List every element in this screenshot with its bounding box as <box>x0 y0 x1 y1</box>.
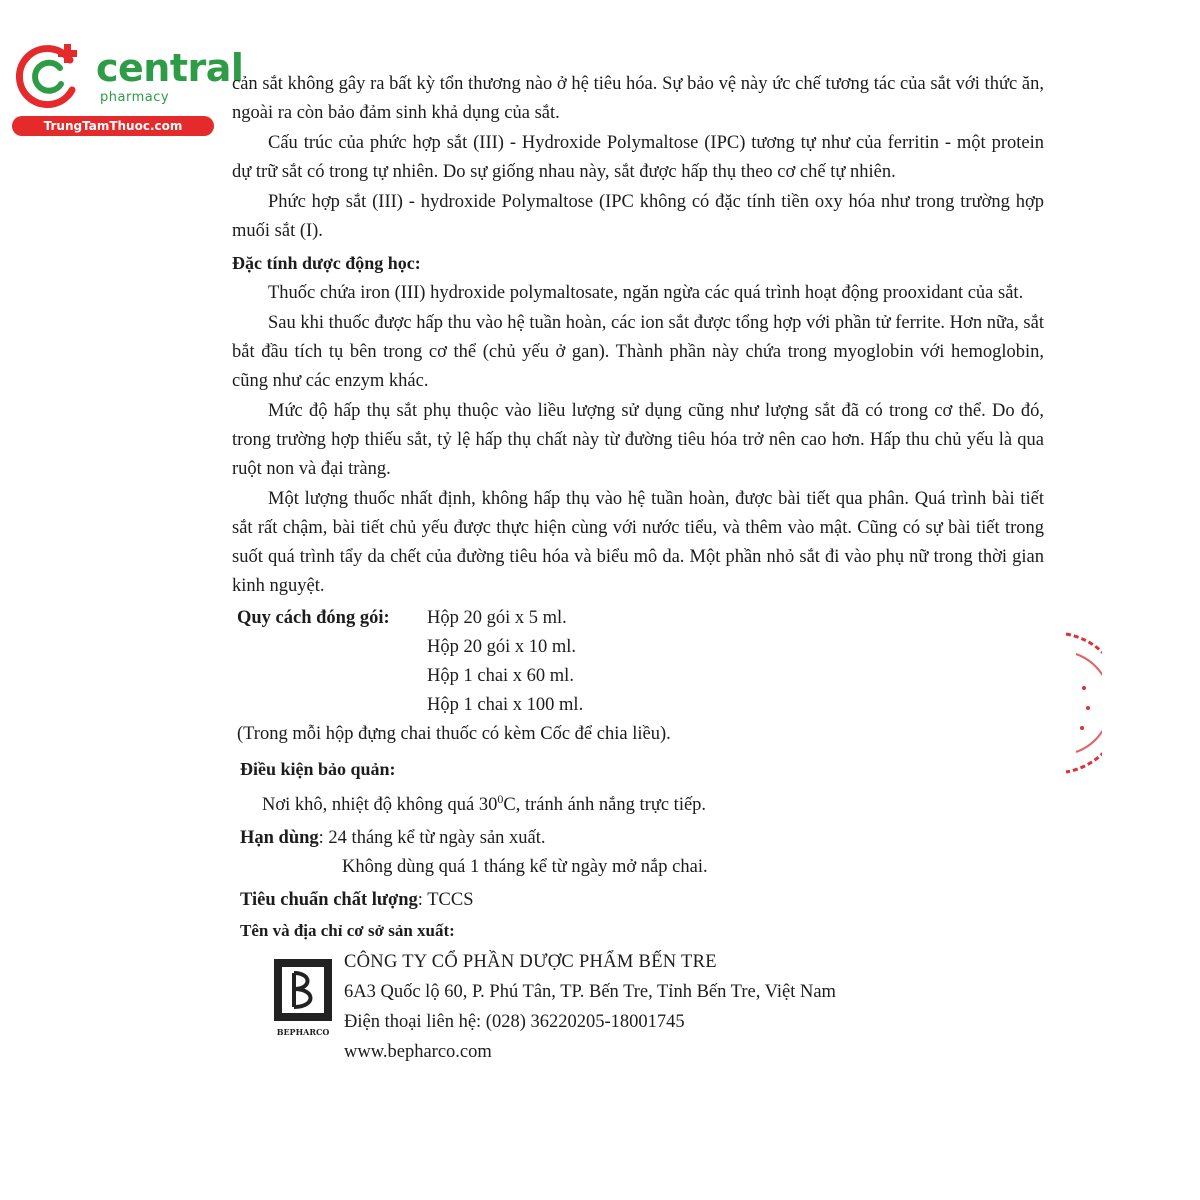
storage-text <box>262 785 1044 820</box>
packaging-item: Hộp 1 chai x 60 ml. <box>427 666 574 686</box>
paragraph: cản sắt không gây ra bất kỳ tổn thương nào ở hệ tiêu hóa. Sự bảo vệ này ức chế tương tác của sắt với thức ăn, ngoài ra còn bảo đảm sinh khả dụng của sắt. <box>232 74 1044 123</box>
brand-name: central <box>96 46 244 90</box>
quality-label: Tiêu chuẩn chất lượng <box>240 890 418 911</box>
paragraph: Mức độ hấp thụ sắt phụ thuộc vào liều lượng sử dụng cũng như lượng sắt đã có trong cơ thể. Do đó, trong trường hợp thiếu sắt, tỷ lệ hấp thụ chất này từ đường tiêu hóa trở nên cao hơn. Hấp thu chủ yếu là qua ruột non và đại tràng. <box>232 401 1044 479</box>
paragraph: Cấu trúc của phức hợp sắt (III) - Hydroxide Polymaltose (IPC) tương tự như của ferritin - một protein dự trữ sắt có trong tự nhiên. Do sự giống nhau này, sắt được hấp thụ theo cơ chế tự nhiên. <box>232 133 1044 182</box>
manufacturer-phone: Điện thoại liên hệ: (028) 36220205-18001745 <box>344 1012 685 1033</box>
packaging-note: (Trong mỗi hộp đựng chai thuốc có kèm Cốc để chia liều). <box>237 724 671 744</box>
quality-row <box>240 886 1044 915</box>
shelf-life-label: Hạn dùng <box>240 828 319 849</box>
manufacturer-address: 6A3 Quốc lộ 60, P. Phú Tân, TP. Bến Tre, Tỉnh Bến Tre, Việt Nam <box>344 982 836 1003</box>
paragraph: Phức hợp sắt (III) - hydroxide Polymaltose (IPC không có đặc tính tiền oxy hóa như trong trường hợp muối sắt (I). <box>232 192 1044 241</box>
storage-label: Điều kiện bảo quản: <box>240 759 396 779</box>
packaging-item: Hộp 1 chai x 100 ml. <box>427 695 584 715</box>
packaging-item: Hộp 20 gói x 10 ml. <box>427 637 577 657</box>
manufacturer-name: CÔNG TY CỔ PHẦN DƯỢC PHẨM BẾN TRE <box>344 952 717 973</box>
packaging-label: Quy cách đóng gói: <box>237 608 390 628</box>
storage-text-after: C, tránh ánh nắng trực tiếp. <box>503 795 707 816</box>
document-body <box>232 70 1044 1063</box>
shelf-life-line1: : 24 tháng kể từ ngày sản xuất. <box>318 828 546 849</box>
manufacturer-label: Tên và địa chỉ cơ sở sản xuất: <box>240 921 455 941</box>
packaging-list <box>427 604 583 720</box>
shelf-life-line2: Không dùng quá 1 tháng kể từ ngày mở nắp chai. <box>342 857 708 878</box>
degree-superscript: 0 <box>497 792 504 806</box>
brand-url: TrungTamThuoc.com <box>12 116 214 136</box>
manufacturer-block <box>232 947 1044 1063</box>
manufacturer-details <box>344 947 836 1067</box>
bepharco-logo-text: BEPHARCO <box>276 1027 330 1038</box>
brand-subtitle: pharmacy <box>100 90 170 105</box>
paragraph: Sau khi thuốc được hấp thu vào hệ tuần hoàn, các ion sắt được tổng hợp với phần tử ferrite. Hơn nữa, sắt bắt đầu tích tụ bên trong cơ thể (chủ yếu ở gan). Thành phần này chứa trong myoglobin với hemoglobin, cũng như các enzym khác. <box>232 313 1044 391</box>
shelf-life-row <box>240 824 1044 853</box>
brand-logo <box>8 34 244 144</box>
pharmacy-cross-logo-icon <box>12 38 86 112</box>
manufacturer-website: www.bepharco.com <box>344 1042 492 1063</box>
bepharco-logo-icon <box>272 957 334 1039</box>
paragraph: Thuốc chứa iron (III) hydroxide polymaltosate, ngăn ngừa các quá trình hoạt động prooxidant của sắt. <box>268 283 1024 303</box>
packaging-section <box>232 604 1044 720</box>
quality-value: : TCCS <box>417 890 474 911</box>
section-heading-pharmacokinetics: Đặc tính dược động học: <box>232 253 421 273</box>
red-stamp-icon <box>1062 628 1102 778</box>
storage-text-before: Nơi khô, nhiệt độ không quá 30 <box>262 795 498 816</box>
paragraph: Một lượng thuốc nhất định, không hấp thụ vào hệ tuần hoàn, được bài tiết qua phân. Quá trình bài tiết sắt rất chậm, bài tiết chủ yếu được thực hiện cùng với nước tiểu, và thêm vào mật. Cũng có sự bài tiết trong suốt quá trình tẩy da chết của đường tiêu hóa và biểu mô da. Một phần nhỏ sắt đi vào phụ nữ trong thời gian kinh nguyệt. <box>232 489 1044 596</box>
packaging-item: Hộp 20 gói x 5 ml. <box>427 608 567 628</box>
